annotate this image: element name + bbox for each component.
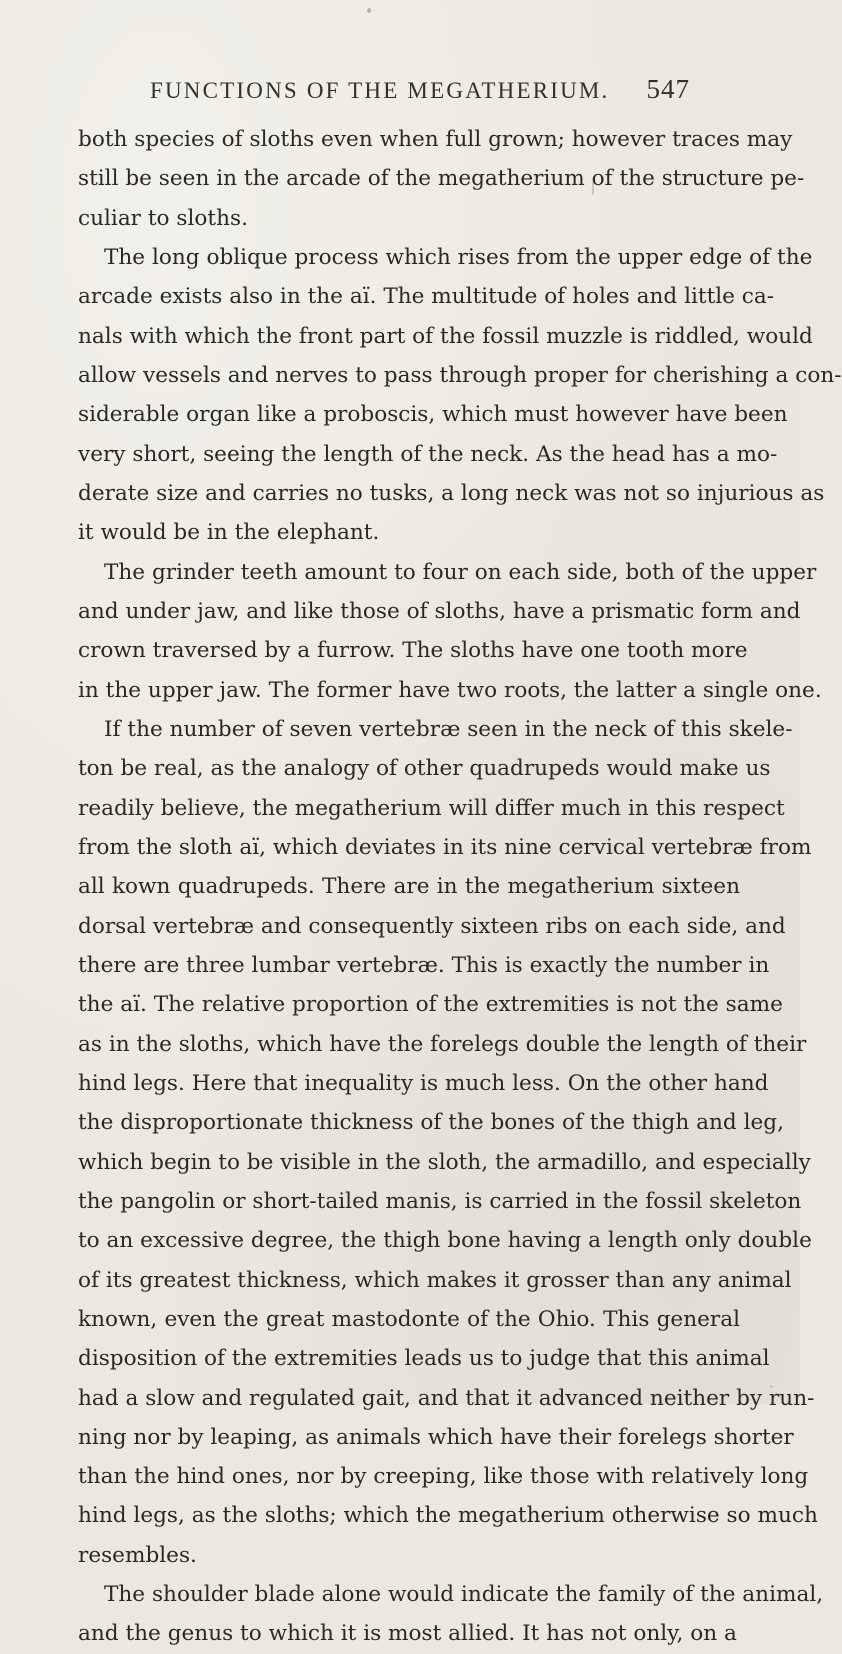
text-line: culiar to sloths. [78, 205, 248, 231]
running-head: FUNCTIONS OF THE MEGATHERIUM. [150, 78, 610, 103]
text-line: the pangolin or short-tailed manis, is carried in the fossil skeleton [78, 1188, 802, 1214]
text-line: as in the sloths, which have the forelegs double the length of their [78, 1031, 807, 1057]
text-line: from the sloth aï, which deviates in its nine cervical vertebræ from [78, 834, 812, 860]
text-line: both species of sloths even when full grown; however traces may [78, 127, 793, 152]
page-header [150, 74, 690, 108]
text-line: readily believe, the megatherium will differ much in this respect [78, 795, 785, 821]
text-line: hind legs, as the sloths; which the megatherium otherwise so much [78, 1503, 818, 1529]
text-line: the disproportionate thickness of the bones of the thigh and leg, [78, 1110, 784, 1136]
text-line: The shoulder blade alone would indicate the family of the animal, [104, 1582, 824, 1608]
text-line: known, even the great mastodonte of the Ohio. This general [78, 1306, 740, 1332]
text-line: and under jaw, and like those of sloths, have a prismatic form and [78, 598, 801, 624]
text-line: The long oblique process which rises from the upper edge of the [104, 244, 813, 270]
text-line: crown traversed by a furrow. The sloths have one tooth more [78, 638, 748, 664]
text-line: and the genus to which it is most allied. It has not only, on a [78, 1621, 737, 1647]
text-line: arcade exists also in the aï. The multitude of holes and little ca- [78, 284, 775, 310]
text-line: If the number of seven vertebræ seen in the neck of this skele- [104, 716, 793, 742]
page-number: 547 [646, 74, 690, 104]
body-text [78, 120, 842, 1654]
text-line: it would be in the elephant. [78, 520, 380, 546]
text-line: resembles. [78, 1542, 197, 1568]
text-line: hind legs. Here that inequality is much less. On the other hand [78, 1070, 769, 1096]
text-line: in the upper jaw. The former have two roots, the latter a single one. [78, 677, 822, 703]
text-line: of its greatest thickness, which makes it grosser than any animal [78, 1267, 792, 1293]
text-line: very short, seeing the length of the neck. As the head has a mo- [78, 441, 778, 467]
text-line: there are three lumbar vertebræ. This is exactly the number in [78, 952, 770, 978]
paper-speck [592, 181, 594, 195]
text-line: still be seen in the arcade of the megatherium of the structure pe- [78, 166, 805, 192]
text-line: had a slow and regulated gait, and that it advanced neither by run- [78, 1385, 815, 1411]
text-line: disposition of the extremities leads us to judge that this animal [78, 1346, 770, 1372]
text-line: nals with which the front part of the fossil muzzle is riddled, would [78, 323, 813, 349]
text-line: ton be real, as the analogy of other quadrupeds would make us [78, 756, 771, 782]
text-line: dorsal vertebræ and consequently sixteen ribs on each side, and [78, 913, 786, 939]
text-line: The grinder teeth amount to four on each side, both of the upper [104, 559, 817, 585]
text-line: all kown quadrupeds. There are in the megatherium sixteen [78, 874, 740, 900]
text-line: than the hind ones, nor by creeping, like those with relatively long [78, 1464, 809, 1490]
text-line: derate size and carries no tusks, a long neck was not so injurious as [78, 480, 825, 506]
text-line: ning nor by leaping, as animals which have their forelegs shorter [78, 1424, 794, 1450]
paper-speck [770, 1385, 773, 1388]
text-line: which begin to be visible in the sloth, the armadillo, and especially [78, 1149, 811, 1175]
text-line: to an excessive degree, the thigh bone having a length only double [78, 1228, 812, 1254]
text-line: siderable organ like a proboscis, which must however have been [78, 402, 788, 428]
text-line: the aï. The relative proportion of the extremities is not the same [78, 992, 783, 1018]
text-line: allow vessels and nerves to pass through proper for cherishing a con- [78, 362, 842, 388]
paper-speck [367, 8, 371, 13]
